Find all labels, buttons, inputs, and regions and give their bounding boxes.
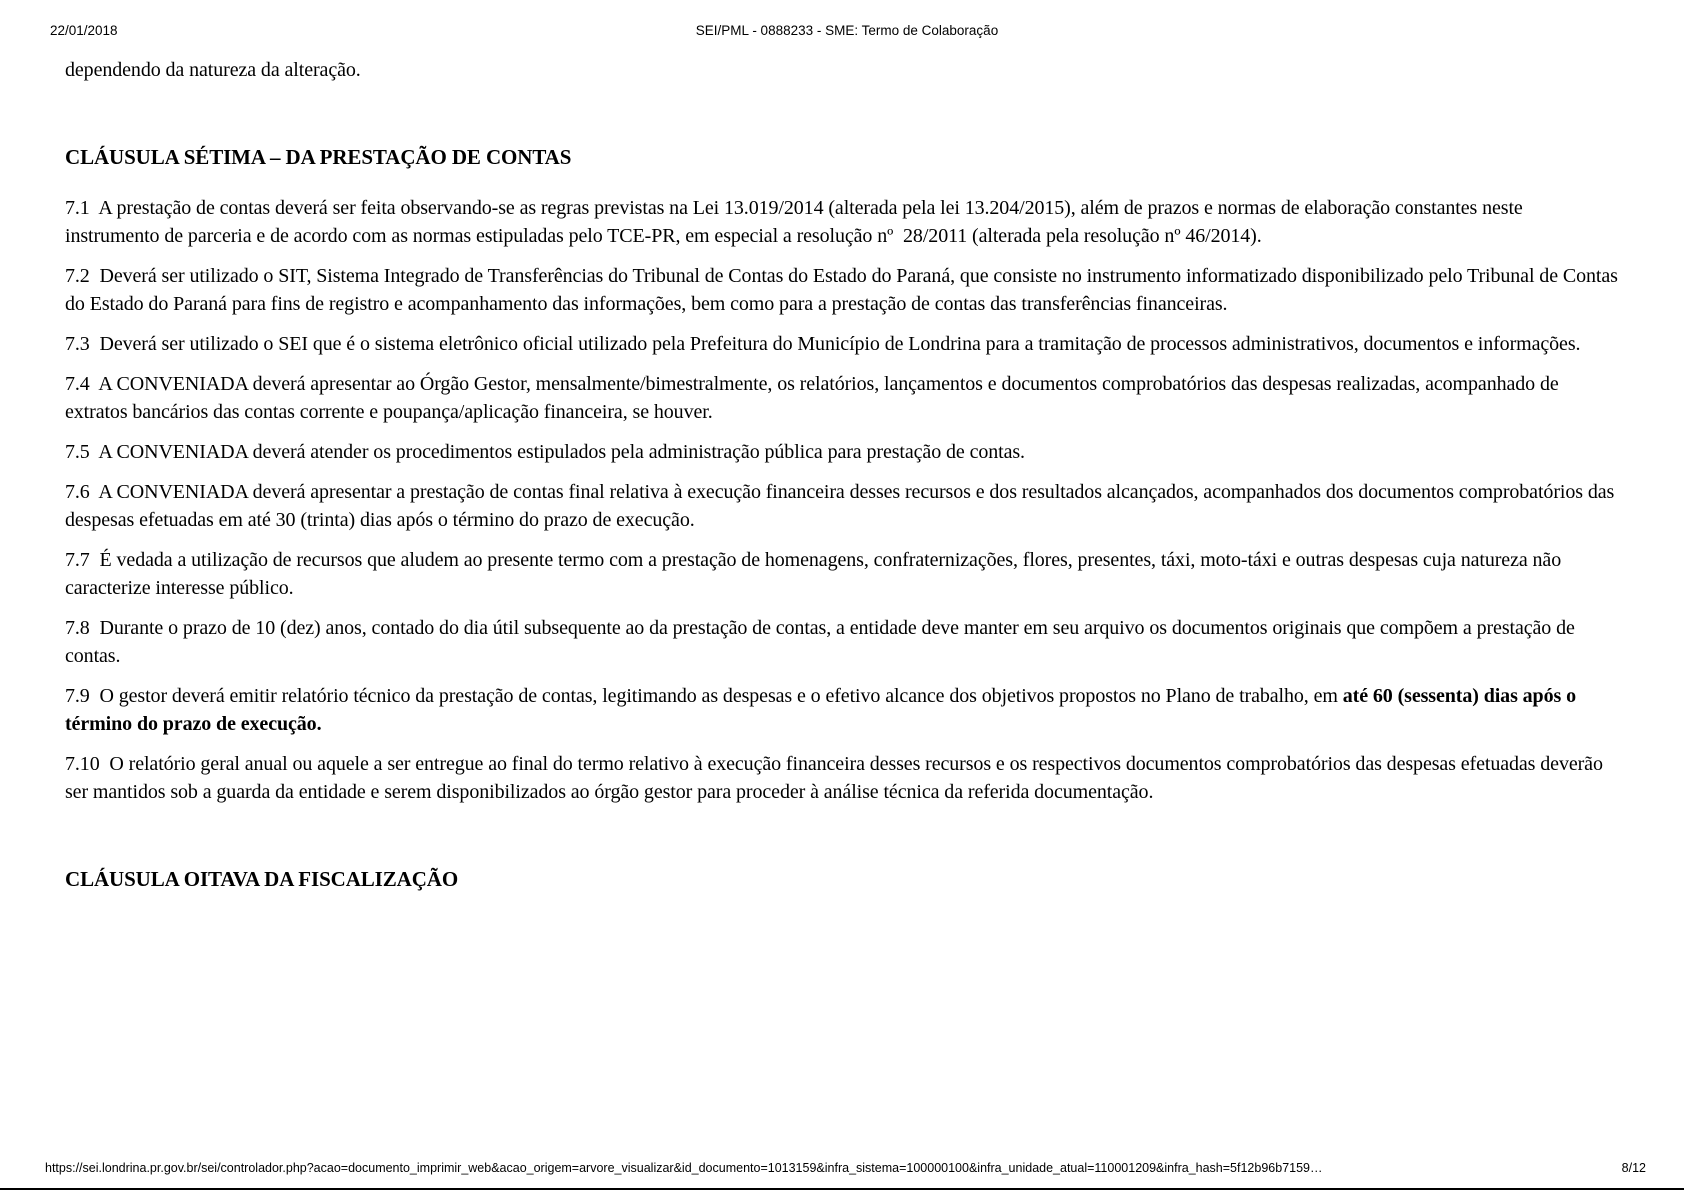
clause-paragraph xyxy=(65,370,1622,426)
print-date: 22/01/2018 xyxy=(50,23,118,38)
clause-paragraph xyxy=(65,750,1622,806)
clause-paragraph xyxy=(65,682,1622,738)
clause-paragraph xyxy=(65,614,1622,670)
paragraph-text: 7.7 É vedada a utilização de recursos que aludem ao presente termo com a prestação de homenagens, confraternizações, flores, presentes, táxi, moto-táxi e outras despesas cuja natureza não caracterize interesse público. xyxy=(65,549,1567,599)
print-footer xyxy=(45,1161,1646,1176)
paragraph-text: 7.9 O gestor deverá emitir relatório técnico da prestação de contas, legitimando as despesas e o efetivo alcance dos objetivos propostos no Plano de trabalho, em xyxy=(65,685,1343,707)
paragraph-text: 7.4 A CONVENIADA deverá apresentar ao Órgão Gestor, mensalmente/bimestralmente, os relatórios, lançamentos e documentos comprobatórios das despesas realizadas, acompanhado de extratos bancários das contas corrente e poupança/aplicação financeira, se houver. xyxy=(65,373,1564,423)
intro-paragraph: dependendo da natureza da alteração. xyxy=(65,59,361,81)
clause-paragraph xyxy=(65,546,1622,602)
paragraph-text-bold: até 60 (sessenta) dias após o término do prazo de execução. xyxy=(65,685,1581,735)
paragraph-text: 7.5 A CONVENIADA deverá atender os procedimentos estipulados pela administração pública para prestação de contas. xyxy=(65,441,1025,463)
print-header xyxy=(50,22,1644,40)
document-sections xyxy=(65,142,1622,894)
clause-heading: CLÁUSULA SÉTIMA – DA PRESTAÇÃO DE CONTAS xyxy=(65,145,572,169)
paragraph-text: 7.3 Deverá ser utilizado o SEI que é o sistema eletrônico oficial utilizado pela Prefeitura do Município de Londrina para a tramitação de processos administrativos, documentos e informações. xyxy=(65,333,1581,355)
footer-url: https://sei.londrina.pr.gov.br/sei/controlador.php?acao=documento_imprimir_web&acao_origem=arvore_visualizar&id_documento=1013159&infra_sistema=100000100&infra_unidade_atual=110001209&infra_hash=5f12b96b7159… xyxy=(45,1161,1323,1175)
paragraph-text: 7.10 O relatório geral anual ou aquele a ser entregue ao final do termo relativo à execução financeira desses recursos e os respectivos documentos comprobatórios das despesas efetuadas deverão ser mantidos sob a guarda da entidade e serem disponibilizados ao órgão gestor para proceder à análise técnica da referida documentação. xyxy=(65,753,1608,803)
document-body xyxy=(65,52,1622,916)
paragraph-text: 7.2 Deverá ser utilizado o SIT, Sistema Integrado de Transferências do Tribunal de Contas do Estado do Paraná, que consiste no instrumento informatizado disponibilizado pelo Tribunal de Contas do Estado do Paraná para fins de registro e acompanhamento das informações, bem como para a prestação de contas das transferências financeiras. xyxy=(65,265,1623,315)
clause-paragraph xyxy=(65,194,1622,250)
paragraph-text: 7.8 Durante o prazo de 10 (dez) anos, contado do dia útil subsequente ao da prestação de contas, a entidade deve manter em seu arquivo os documentos originais que compõem a prestação de contas. xyxy=(65,617,1580,667)
paragraph-text: 7.1 A prestação de contas deverá ser feita observando-se as regras previstas na Lei 13.019/2014 (alterada pela lei 13.204/2015), além de prazos e normas de elaboração constantes neste instrumento de parceria e de acordo com as normas estipuladas pelo TCE-PR, em especial a resolução nº 28/2011 (alterada pela resolução nº 46/2014). xyxy=(65,197,1528,247)
document-title: SEI/PML - 0888233 - SME: Termo de Colaboração xyxy=(695,23,999,38)
clause-heading: CLÁUSULA OITAVA DA FISCALIZAÇÃO xyxy=(65,867,459,891)
clause-paragraph xyxy=(65,330,1622,358)
paragraph-text: 7.6 A CONVENIADA deverá apresentar a prestação de contas final relativa à execução financeira desses recursos e dos resultados alcançados, acompanhados dos documentos comprobatórios das despesas efetuadas em até 30 (trinta) dias após o término do prazo de execução. xyxy=(65,481,1620,531)
footer-page-number: 8/12 xyxy=(1621,1161,1646,1175)
clause-paragraph xyxy=(65,438,1622,466)
clause-paragraph xyxy=(65,262,1622,318)
clause-paragraph xyxy=(65,478,1622,534)
